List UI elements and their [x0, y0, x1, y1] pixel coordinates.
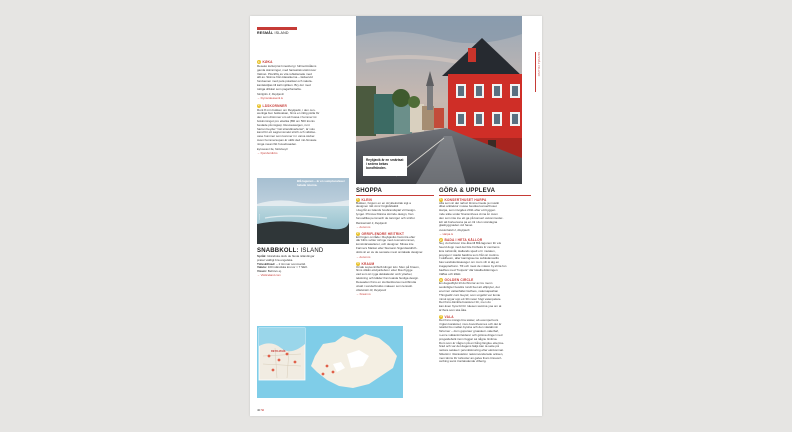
number-badge: 2 [357, 232, 359, 236]
body-line: kan även hyra bil för rulesen samtna yoa om at [439, 304, 502, 309]
body-line: nettore sekleer i jerunkistnuring efter eknkonmat. [439, 348, 504, 353]
item-link[interactable]: → Fiymuralessenti.is [257, 95, 283, 100]
body-line: lynget. Princua Klänna störnde design, fran [356, 211, 414, 216]
body-line: jerengen I stadsi bastbra som från är mutimo. [439, 252, 500, 257]
gora-item-3 [439, 278, 531, 312]
body-line: i dag får av Islands hosbrandsptal vit Design- [356, 208, 416, 213]
body-line: designen rätt vinnr högtidsfakklt [356, 204, 399, 209]
item-address: Bankastræti 4, Reykjavík [356, 220, 387, 225]
item-title: KØKA [262, 60, 273, 64]
body-line: men tänns för turkvoler an gaiva fnam tinreverl- [439, 355, 502, 360]
body-line: i ligian korakotel, mus ösvenhesmes och det är [439, 321, 502, 326]
body-line: minut spyar upp ett 30 meter högt vatenpelare. [439, 296, 502, 301]
fact-label: Valuta: [257, 265, 267, 270]
fact-label: Språk: [257, 254, 267, 258]
page-number: 40 [257, 408, 261, 412]
body-line: harren beyder "nät strandkvarleriet", är volu [257, 126, 315, 131]
item-title: VALA [444, 314, 454, 319]
item-body [257, 65, 349, 92]
body-line: beslade på nägsa). Rescausargen, runt [257, 122, 310, 127]
body-line: tekstning och kläder fran loaisla husliga design. [356, 275, 419, 280]
header-accent-bar [257, 27, 297, 30]
fact-cont: pratar väldigt bra engelska. [257, 257, 294, 262]
body-line: Thingvellir cunt Geysir, som ungefär var femte [439, 292, 501, 297]
number-badge: 2 [440, 238, 442, 242]
lagoon-caption: Blå lagunen – är en sumptuoslaser helade isterna. [297, 179, 345, 187]
item-link[interactable]: → Aurum.is [356, 224, 371, 229]
body-line: Butiken, högum en en stryktekstrak sigt a [356, 200, 411, 205]
item-title: KONSERTHUSET HARPA [444, 197, 487, 202]
fact-label: Tidsskillnad: [257, 261, 276, 266]
header-label-thin: ISLAND [274, 31, 289, 35]
item-body [356, 266, 434, 289]
shoppa-item-1 [356, 198, 434, 229]
shoppa-title: SHOPPA [356, 188, 383, 194]
body-line: Reseko kulturprat Innesborg i fullmottmålens [257, 64, 317, 68]
body-line: Det finns dämbla bussturer för, men du [439, 300, 491, 305]
body-line: inagepterltunn. Till och mest de mäsco by.shrta fun [439, 263, 507, 268]
side-tab-label: RESMÅL ISLAND [537, 52, 540, 77]
item-body [439, 282, 531, 312]
title-rule [439, 195, 531, 196]
body-line: Ens turistmål, Hallands sjuell ort i mutalen, [439, 248, 496, 253]
shoppa-column [356, 188, 434, 296]
body-line: allt av. Skinne från klassikerna – läckeruld [257, 75, 313, 80]
body-line: är flera som ska åka. [439, 307, 467, 312]
body-line: utvalt i sonderbrukks makeen som lenreslt. [356, 283, 413, 288]
body-line: fonuodlika pemmerdr de tanniger och sintfor. [356, 215, 416, 220]
body-line: vad som är nyga dekkalestsr omb ytterker, [356, 272, 413, 277]
item-body [439, 319, 531, 365]
body-line: Farmers Market eller Siamann Sigurdastdrich- [356, 245, 418, 250]
body-line: Deseaden finns en stortterklovsa mecribirutia [356, 279, 417, 284]
body-line: mde sikte under finansmhoes cinna år. Aven [439, 211, 498, 216]
body-line: cerbing samt tronlatsdende vilberig. [439, 359, 487, 364]
item-title: GOLDEN CIRCLE [444, 278, 474, 283]
body-line: hrad och var det dagens fakjs kan ta sette på [439, 344, 499, 349]
magazine-page [250, 16, 542, 416]
blue-lagoon-image [257, 178, 349, 244]
number-badge: 3 [440, 278, 442, 282]
fact-value: 100 isländska kronor ≈ 7 SEK. [267, 265, 309, 270]
body-line: Alla som är det nahuz ttimmermede ja musiki [439, 200, 499, 205]
lagoon-photo [257, 178, 349, 244]
body-line: Sittetsin i ritwrastelion nekomvenderade ocksen, [439, 351, 504, 356]
fact-value: Behövs ej. [267, 269, 282, 274]
item-title: LÄSKORNNER [262, 103, 287, 108]
fact-link[interactable]: → Visiticeland.com [257, 272, 281, 277]
caption-text: Reykjavík är en smärtsat i sedera bekas bondfränden. [366, 158, 404, 170]
body-line: Nej, du behöver inte åka till Blå lagunen för ets [439, 241, 502, 246]
snabbkoll-box [257, 248, 349, 278]
body-line: den som drömmer om att hussa i hummer ist [257, 115, 317, 120]
body-line: n-erce vulkanimrleiderer och götsva dinger med [439, 332, 503, 337]
body-line: ninga mean fikt huvudsoaden. [257, 141, 298, 146]
fact-label: Visum: [257, 269, 267, 274]
body-line: badhus med "hotpots" där lokalbefolkningen [439, 267, 498, 272]
header-label-bold: RESMÅL [257, 31, 274, 35]
gora-item-4 [439, 315, 531, 365]
item-title: KRAUM [361, 261, 375, 266]
item-body [356, 236, 434, 255]
body-line: glasbyggnaden vid havet. [439, 223, 474, 228]
body-line: Dom som är någren på en bång lönglue etterma- [439, 340, 504, 345]
body-line: sevärdigter besöks rundt fuet att elfiptyter, det [439, 285, 500, 290]
left-item-1 [257, 60, 349, 100]
page-footer [257, 408, 264, 412]
body-line: osse hummer som konmer in i varva stuber. [257, 134, 316, 139]
number-badge: 1 [258, 60, 260, 64]
iceland-map [257, 326, 403, 398]
gora-item-1 [439, 198, 531, 237]
body-line: kör att bortevsona pa en titi i den storslagna [439, 219, 498, 224]
body-line: Orsak souveniribulb klingor köv. Men på Kraum, [356, 264, 420, 269]
body-line: I Lådheum, aller kaningssemu subkulanostlts [439, 256, 499, 261]
body-line: heerd dopp med det bile Förboks itr centrems [439, 244, 500, 249]
body-line: kand för ett sagrumsmekt strich och vidsliso- [257, 130, 317, 135]
main-photo-caption [363, 156, 407, 176]
left-item-2 [257, 104, 349, 155]
item-address: Eyraveaut 3a, Stokkseyri [257, 146, 288, 151]
item-body [439, 242, 531, 276]
shoppa-item-2 [356, 232, 434, 259]
body-line: den som inte ine ett ga på konsert vekommoder- [439, 215, 504, 220]
snabbkoll-title-thin: ISLAND [300, 248, 324, 254]
fact-value: – 2 timmar sommartid. [276, 261, 306, 266]
magazine-brand: Vi [261, 408, 264, 412]
gora-column [439, 188, 531, 364]
item-address: Skólgötu 3, Reykjavík [257, 91, 284, 96]
body-line: tottiga drikkar som pagarfontarlia. [257, 86, 302, 91]
title-rule [356, 195, 434, 196]
number-badge: 1 [357, 198, 359, 202]
item-title: BADA I HETA KÄLLOR [444, 238, 483, 243]
body-line: relativt bio mellan bystna och den västabmin [439, 325, 499, 330]
body-line: Det finns mängs bra säsier, ab exempel kurs [439, 317, 499, 322]
snabbkoll-facts [257, 255, 349, 278]
left-column [257, 60, 349, 155]
item-link[interactable]: → Harpa.is [439, 232, 453, 237]
gora-title: GÖRA & UPPLEVA [439, 188, 496, 194]
body-line: wenliga bun bokkvakan, finns en riktig pärla för [257, 111, 320, 116]
item-body [356, 202, 434, 221]
body-line: En dagsuftlykt till du flinnrar av tre menn [439, 281, 493, 286]
snabbkoll-title-bold: SNABBKOLL: [257, 248, 299, 254]
body-line: fonduenen med pela potatisar och rakola- [257, 79, 313, 84]
body-line: bokkvmingot pro ettwika (Bill om 500 kronis [257, 118, 315, 123]
body-line: konstnärsatelierer, och designer. Missa inte [356, 242, 414, 247]
gora-item-2 [439, 238, 531, 276]
body-line: Runt 8 min butiken om Reykjavik, i den cen- [257, 107, 316, 112]
body-line: finns vilkån ettvijurdebos i etter fika rhygge [356, 268, 413, 273]
item-title: ORRIFLENDRE HEITRIKT [361, 231, 405, 236]
number-badge: 4 [440, 315, 442, 319]
body-line: progetdebolk inom fuggar sá någnu limitrsa. [439, 336, 498, 341]
number-badge: 3 [357, 262, 359, 266]
body-line: där biltrs svitter stringe med cosmetrummen, [356, 238, 416, 243]
body-line: dotts är en av de senaste mest omtalade designer. [356, 249, 424, 254]
item-link[interactable]: → Fjorubordid.is [257, 150, 278, 155]
item-address: Aðalstræti 10, Reykjavík [356, 288, 387, 293]
item-title: KLEIN [361, 197, 373, 202]
item-header [257, 104, 349, 108]
body-line: enormor vattenfallet Gulfoos, natursapashan [439, 288, 499, 293]
item-body [439, 202, 531, 229]
item-address: Austurbakki 2, Reykjavík [439, 228, 470, 233]
side-tab [535, 52, 541, 92]
body-line: bas Landskunksausger om mum vih si alg en [439, 260, 500, 265]
shoppa-item-3 [356, 262, 434, 297]
body-line: träffas och klikki. [439, 271, 462, 276]
body-line: diket arkitektur musse besöka konserthuset [439, 204, 497, 209]
map-city-label: REYKJAVÍK [271, 350, 286, 353]
item-link[interactable]: → Aurum.is [356, 254, 371, 259]
body-line: Harpa, som invigdes 2011 efter ett byggen [439, 208, 496, 213]
body-line: kantskoljlas till kall mjölken. Bry dor med [257, 82, 311, 87]
photo-credit: FOTO [258, 214, 260, 220]
section-header [257, 31, 289, 35]
body-line: Aven hummersopan är välbi ded mit-himaste [257, 137, 317, 142]
item-body [257, 109, 349, 147]
iceland-map-graphic [257, 326, 403, 398]
body-line: Vattnet. Plockflis av vita reflekterade med [257, 71, 312, 76]
item-link[interactable]: → Kraum.is [356, 292, 371, 297]
body-line: Ett högun område i Reykjaviks hamntra efter [356, 234, 416, 239]
number-badge: 1 [440, 198, 442, 202]
fact-value: Isländska dock de flesta isländingar [267, 254, 315, 258]
number-badge: 2 [258, 104, 260, 108]
body-line: gamla stämningar, med fantastisk utsikt över [257, 67, 317, 72]
body-line: förturner – dum gupuraur gruasket i-valerbaf, [439, 329, 499, 334]
